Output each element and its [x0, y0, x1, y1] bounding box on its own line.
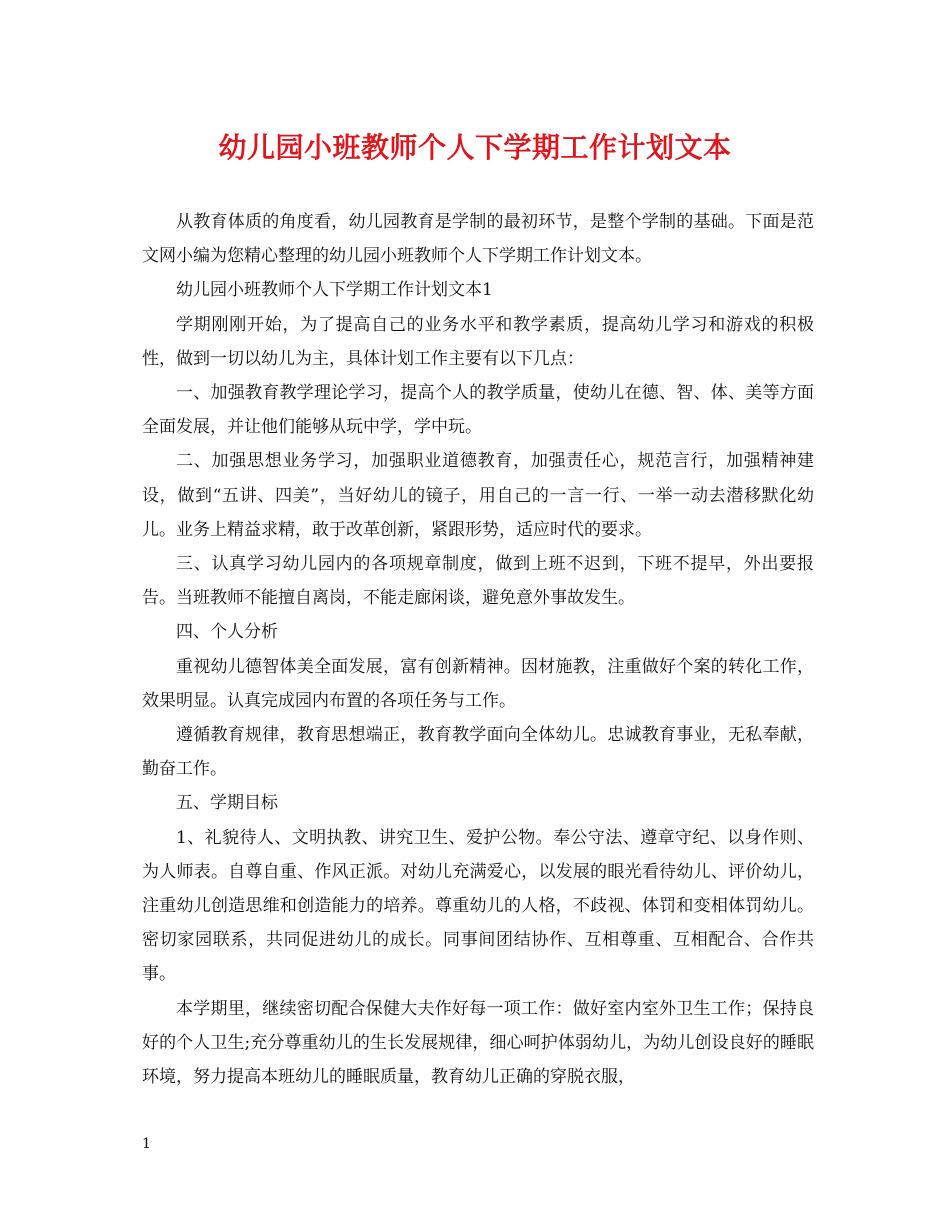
paragraph-item-3: 三、认真学习幼儿园内的各项规章制度，做到上班不迟到，下班不提早，外出要报告。当班教师不能擅自离岗，不能走廊闲谈，避免意外事故发生。: [142, 554, 814, 609]
paragraph-subtitle: 幼儿园小班教师个人下学期工作计划文本1: [176, 280, 493, 301]
paragraph-opening: 学期刚刚开始，为了提高自己的业务水平和教学素质，提高幼儿学习和游戏的积极性，做到一切以幼儿为主，具体计划工作主要有以下几点：: [142, 314, 814, 369]
document-title: 幼儿园小班教师个人下学期工作计划文本: [218, 131, 732, 164]
page-number: 1: [142, 1136, 151, 1152]
paragraph-goal-1: 1、礼貌待人、文明执教、讲究卫生、爱护公物。奉公守法、遵章守纪、以身作则、为人师表。自尊自重、作风正派。对幼儿充满爱心，以发展的眼光看待幼儿、评价幼儿，注重幼儿创造思维和创造能力的培养。尊重幼儿的人格，不歧视、体罚和变相体罚幼儿。密切家园联系，共同促进幼儿的成长。同事间团结协作、互相尊重、互相配合、合作共事。: [142, 827, 814, 985]
paragraph-analysis-2: 遵循教育规律，教育思想端正，教育教学面向全体幼儿。忠诚教育事业，无私奉献，勤奋工作。: [142, 725, 814, 780]
paragraph-analysis-1: 重视幼儿德智体美全面发展，富有创新精神。因材施教，注重做好个案的转化工作，效果明显。认真完成园内布置的各项任务与工作。: [142, 656, 814, 711]
paragraph-item-2: 二、加强思想业务学习，加强职业道德教育，加强责任心，规范言行，加强精神建设，做到“五讲、四美”，当好幼儿的镜子，用自己的一言一行、一举一动去潜移默化幼儿。业务上精益求精，敢于改革创新，紧跟形势，适应时代的要求。: [142, 451, 814, 540]
section-heading-goals: 五、学期目标: [176, 793, 278, 814]
paragraph-semester-work: 本学期里，继续密切配合保健大夫作好每一项工作：做好室内室外卫生工作；保持良好的个人卫生;充分尊重幼儿的生长发展规律，细心呵护体弱幼儿，为幼儿创设良好的睡眠环境，努力提高本班幼儿的睡眠质量，教育幼儿正确的穿脱衣服，: [142, 998, 814, 1088]
document-body: [142, 205, 814, 1094]
section-heading-analysis: 四、个人分析: [176, 622, 278, 643]
paragraph-intro: 从教育体质的角度看，幼儿园教育是学制的最初环节，是整个学制的基础。下面是范文网小编为您精心整理的幼儿园小班教师个人下学期工作计划文本。: [142, 212, 814, 267]
paragraph-item-1: 一、加强教育教学理论学习，提高个人的教学质量，使幼儿在德、智、体、美等方面全面发展，并让他们能够从玩中学，学中玩。: [142, 383, 814, 438]
